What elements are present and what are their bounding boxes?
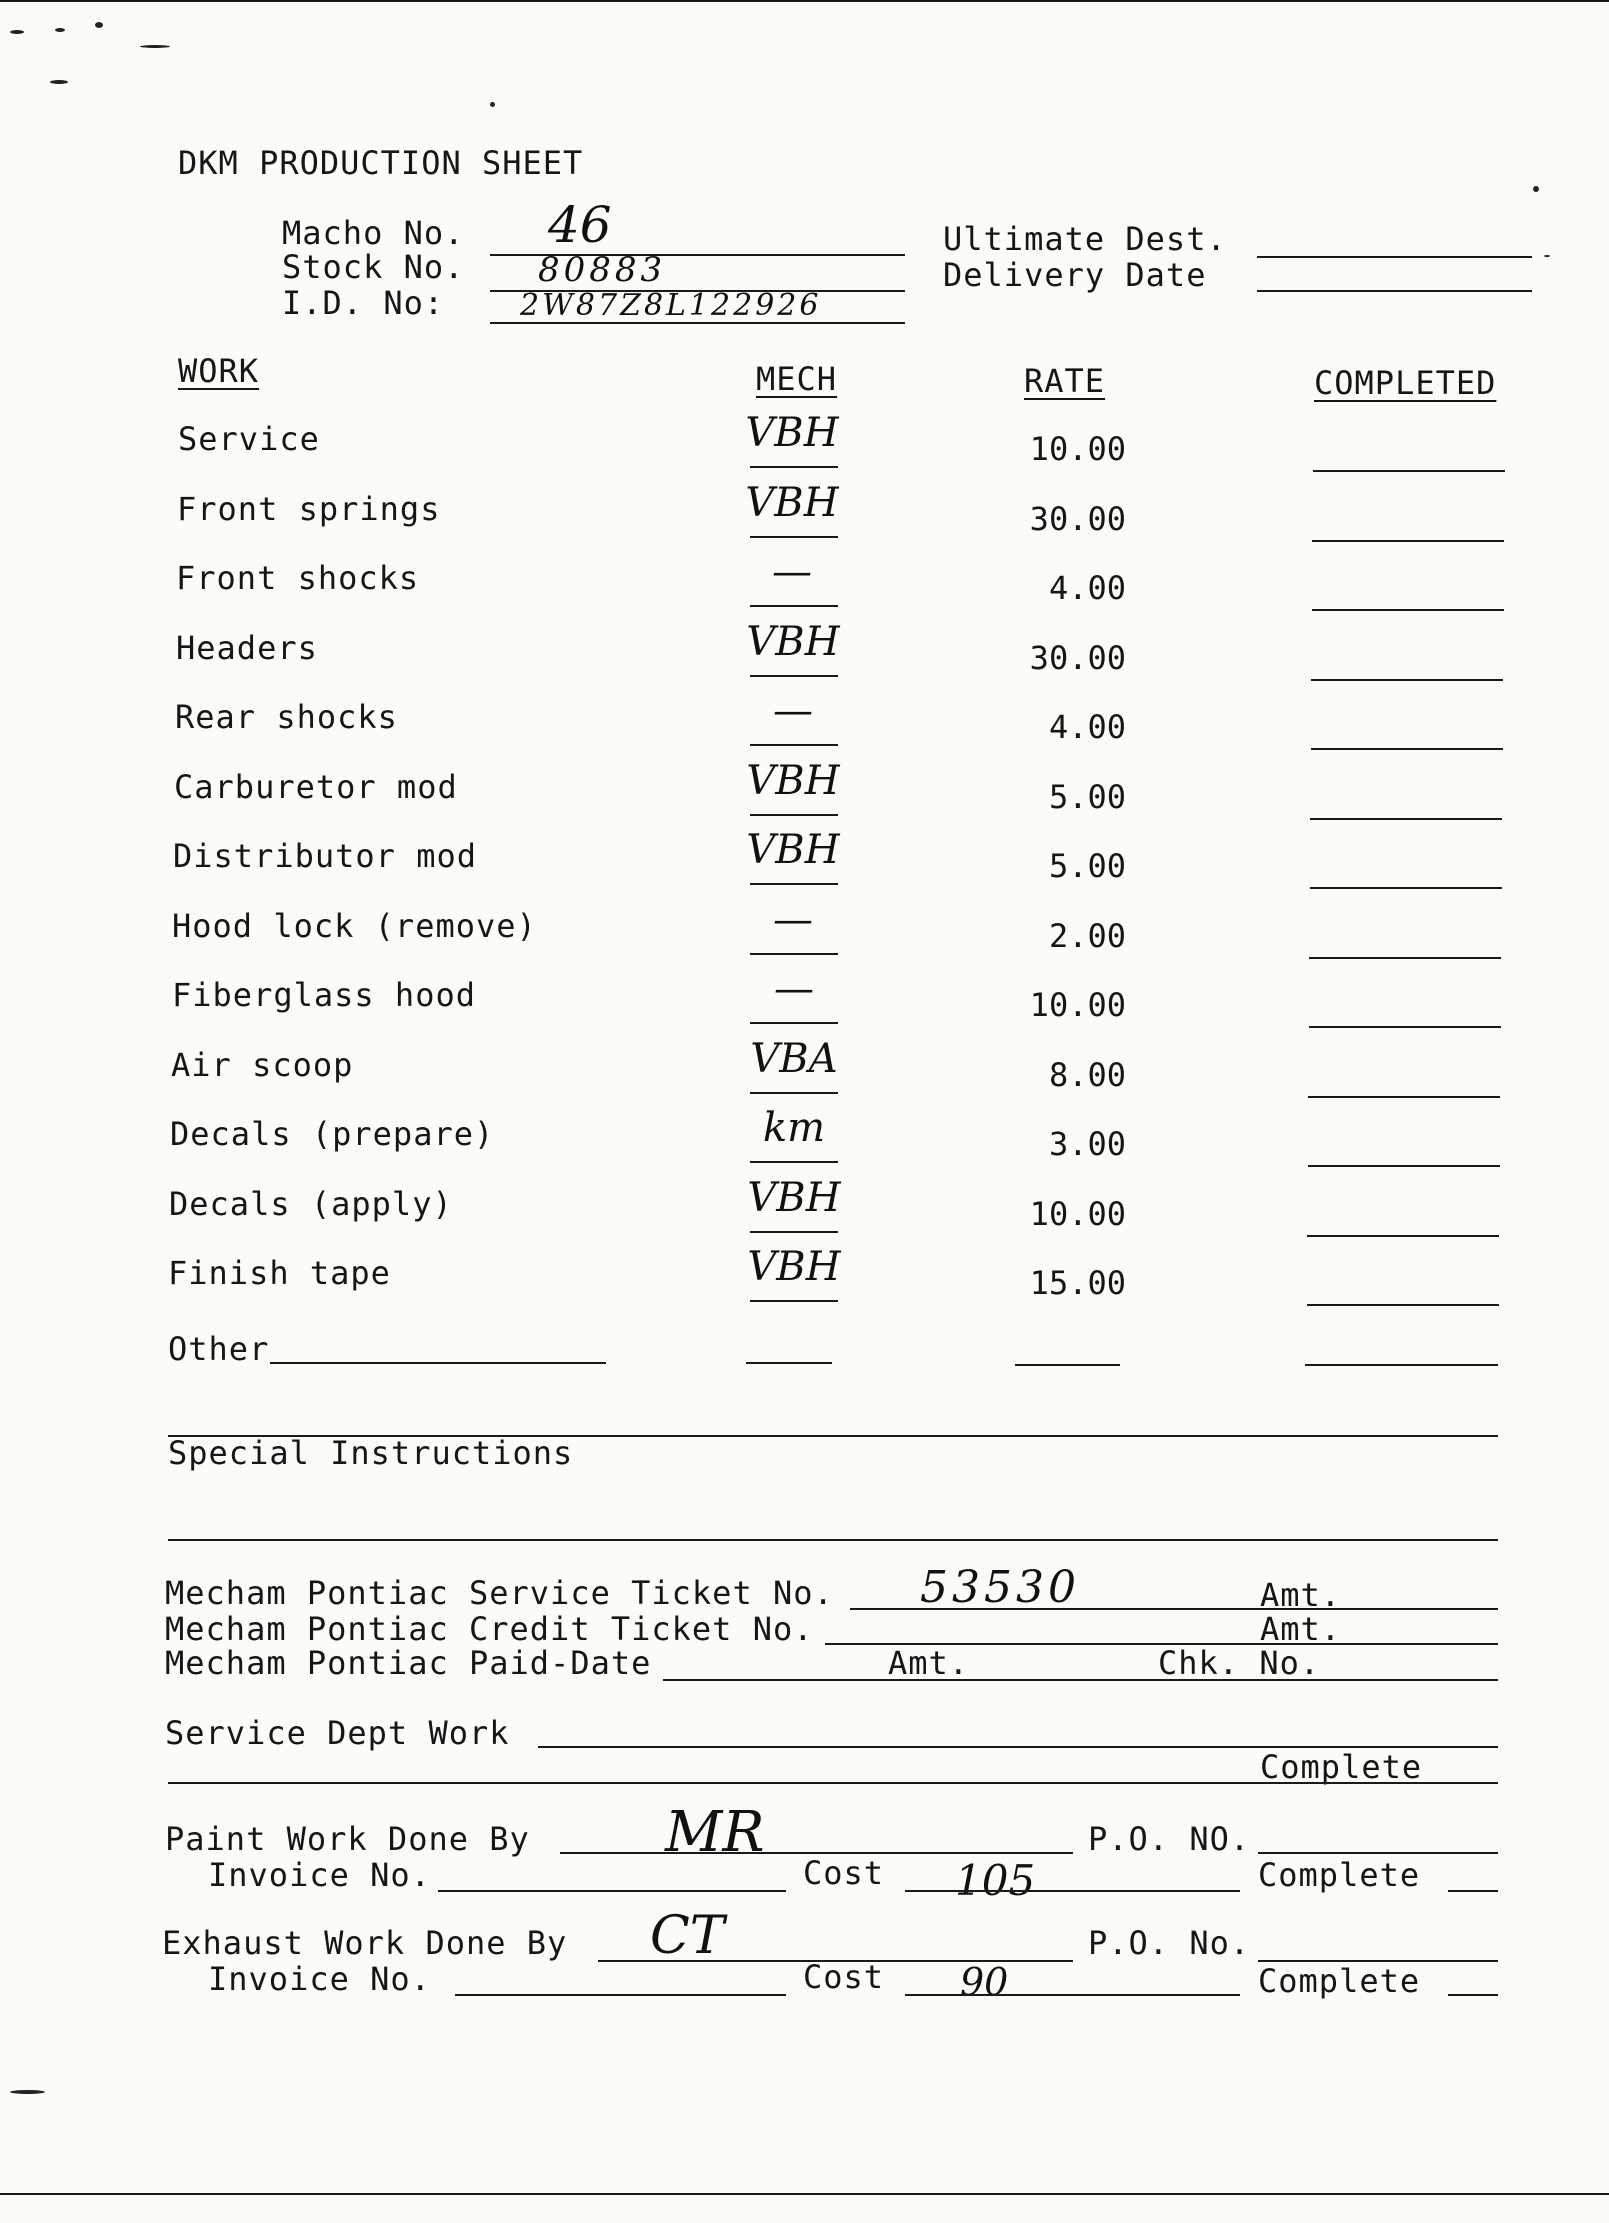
scan-speck [10, 30, 24, 34]
mech-initials: VBH [746, 827, 840, 873]
mech-line [750, 744, 838, 746]
mech-line [750, 1300, 838, 1302]
work-item: Air scoop [171, 1046, 354, 1084]
scan-speck [10, 2090, 45, 2094]
rate-value: 5.00 [1048, 847, 1126, 885]
scan-speck [95, 22, 103, 28]
delivery-date-line [1257, 290, 1532, 292]
mech-initials: — [772, 549, 812, 595]
mech-line [750, 814, 838, 816]
other-mech-line [746, 1362, 832, 1364]
sheet-title: DKM PRODUCTION SHEET [178, 144, 584, 182]
completed-line [1310, 887, 1502, 889]
rate-value: 30.00 [1029, 639, 1126, 677]
completed-line [1311, 748, 1503, 750]
id-line [490, 322, 905, 324]
mech-initials: VBH [746, 758, 840, 804]
mech-initials: VBH [746, 619, 840, 665]
paint-cost-label: Cost [803, 1854, 885, 1892]
completed-line [1308, 1165, 1500, 1167]
header-work: WORK [178, 352, 260, 390]
mech-initials: VBH [747, 1244, 841, 1290]
rate-value: 4.00 [1048, 708, 1126, 746]
exhaust-label: Exhaust Work Done By [162, 1924, 568, 1962]
mech-line [750, 883, 838, 885]
exhaust-po-label: P.O. No. [1088, 1924, 1251, 1962]
completed-line [1312, 609, 1504, 611]
paid-amt-label: Amt. [888, 1644, 970, 1682]
work-item: Finish tape [168, 1254, 391, 1292]
paint-label: Paint Work Done By [165, 1820, 530, 1858]
paint-po-line [1258, 1852, 1498, 1854]
service-dept-label: Service Dept Work [165, 1714, 510, 1752]
rate-value: 5.00 [1048, 778, 1126, 816]
rate-value: 3.00 [1048, 1125, 1126, 1163]
exhaust-complete-line [1448, 1994, 1498, 1996]
scan-speck [1533, 186, 1539, 192]
mech-line [750, 953, 838, 955]
mech-initials: VBH [747, 1175, 841, 1221]
macho-value: 46 [548, 196, 612, 254]
work-item: Carburetor mod [174, 768, 458, 806]
paint-complete-line [1448, 1890, 1498, 1892]
header-mech: MECH [756, 360, 838, 398]
paint-po-label: P.O. NO. [1088, 1820, 1251, 1858]
service-dept-bottom-line [168, 1782, 1498, 1784]
other-label: Other [168, 1330, 270, 1368]
paint-cost-value: 105 [955, 1856, 1036, 1905]
exhaust-cost-line [905, 1994, 1240, 1996]
exhaust-complete-label: Complete [1258, 1962, 1421, 2000]
work-item: Hood lock (remove) [172, 907, 537, 945]
delivery-date-label: Delivery Date [943, 256, 1207, 294]
exhaust-value: CT [650, 1906, 725, 1966]
work-item: Headers [176, 629, 318, 667]
service-ticket-line [850, 1608, 1498, 1610]
mech-line [750, 1231, 838, 1233]
special-instructions-label: Special Instructions [168, 1434, 574, 1472]
completed-line [1313, 470, 1505, 472]
chk-no-label: Chk. No. [1158, 1644, 1321, 1682]
id-label: I.D. No: [282, 284, 445, 322]
macho-label: Macho No. [282, 214, 465, 252]
stock-label: Stock No. [282, 248, 465, 286]
other-work-line [270, 1362, 606, 1364]
paint-invoice-line [438, 1890, 786, 1892]
completed-line [1309, 1026, 1501, 1028]
paid-date-label: Mecham Pontiac Paid-Date [165, 1644, 652, 1682]
mech-line [750, 1022, 838, 1024]
work-item: Decals (prepare) [170, 1115, 495, 1153]
special-bottom-line [168, 1539, 1498, 1541]
service-ticket-label: Mecham Pontiac Service Ticket No. [165, 1574, 834, 1612]
work-item: Front shocks [176, 559, 420, 597]
work-item: Service [178, 420, 320, 458]
completed-line [1310, 818, 1502, 820]
mech-initials: — [773, 897, 813, 943]
header-rate: RATE [1024, 362, 1106, 400]
id-value: 2W87Z8L122926 [520, 288, 822, 323]
scan-speck [50, 80, 68, 84]
mech-initials: km [762, 1105, 826, 1151]
work-item: Decals (apply) [169, 1185, 453, 1223]
rate-value: 2.00 [1048, 917, 1126, 955]
paint-cost-line [905, 1890, 1240, 1892]
scan-speck [55, 28, 65, 32]
other-completed-line [1305, 1364, 1498, 1366]
work-item: Rear shocks [175, 698, 398, 736]
paid-date-line [663, 1679, 1498, 1681]
work-item: Distributor mod [173, 837, 477, 875]
top-edge-line [0, 0, 1609, 2]
scan-speck [490, 102, 495, 107]
completed-line [1307, 1304, 1499, 1306]
service-amt-label: Amt. [1260, 1576, 1342, 1614]
exhaust-cost-value: 90 [960, 1960, 1009, 2004]
mech-line [750, 1161, 838, 1163]
ultimate-dest-label: Ultimate Dest. [943, 220, 1227, 258]
scan-speck [1544, 255, 1550, 257]
work-item: Fiberglass hood [172, 976, 476, 1014]
rate-value: 8.00 [1048, 1056, 1126, 1094]
rate-value: 10.00 [1029, 430, 1126, 468]
service-ticket-value: 53530 [920, 1562, 1080, 1613]
bottom-edge-line [0, 2193, 1609, 2195]
ultimate-dest-line [1257, 256, 1532, 258]
header-completed: COMPLETED [1314, 364, 1497, 402]
work-item: Front springs [177, 490, 441, 528]
completed-line [1307, 1235, 1499, 1237]
exhaust-cost-label: Cost [803, 1958, 885, 1996]
mech-initials: VBH [745, 480, 839, 526]
completed-line [1309, 957, 1501, 959]
service-dept-complete-label: Complete [1260, 1748, 1423, 1786]
paint-value: MR [665, 1800, 765, 1865]
mech-initials: VBA [750, 1036, 838, 1082]
mech-initials: — [774, 966, 814, 1012]
mech-line [750, 466, 838, 468]
mech-initials: — [773, 688, 813, 734]
exhaust-invoice-label: Invoice No. [208, 1960, 431, 1998]
rate-value: 10.00 [1029, 986, 1126, 1024]
rate-value: 4.00 [1048, 569, 1126, 607]
rate-value: 10.00 [1029, 1195, 1126, 1233]
rate-value: 15.00 [1029, 1264, 1126, 1302]
mech-line [750, 675, 838, 677]
completed-line [1312, 540, 1504, 542]
completed-line [1308, 1096, 1500, 1098]
completed-line [1311, 679, 1503, 681]
mech-line [750, 536, 838, 538]
credit-ticket-label: Mecham Pontiac Credit Ticket No. [165, 1610, 814, 1648]
credit-amt-label: Amt. [1260, 1610, 1342, 1648]
paint-invoice-label: Invoice No. [208, 1856, 431, 1894]
scan-speck [140, 45, 170, 48]
mech-initials: VBH [745, 410, 839, 456]
mech-line [750, 1092, 838, 1094]
exhaust-invoice-line [455, 1994, 786, 1996]
paint-complete-label: Complete [1258, 1856, 1421, 1894]
rate-value: 30.00 [1029, 500, 1126, 538]
stock-value: 80883 [538, 250, 667, 290]
mech-line [750, 605, 838, 607]
other-rate-line [1015, 1364, 1120, 1366]
